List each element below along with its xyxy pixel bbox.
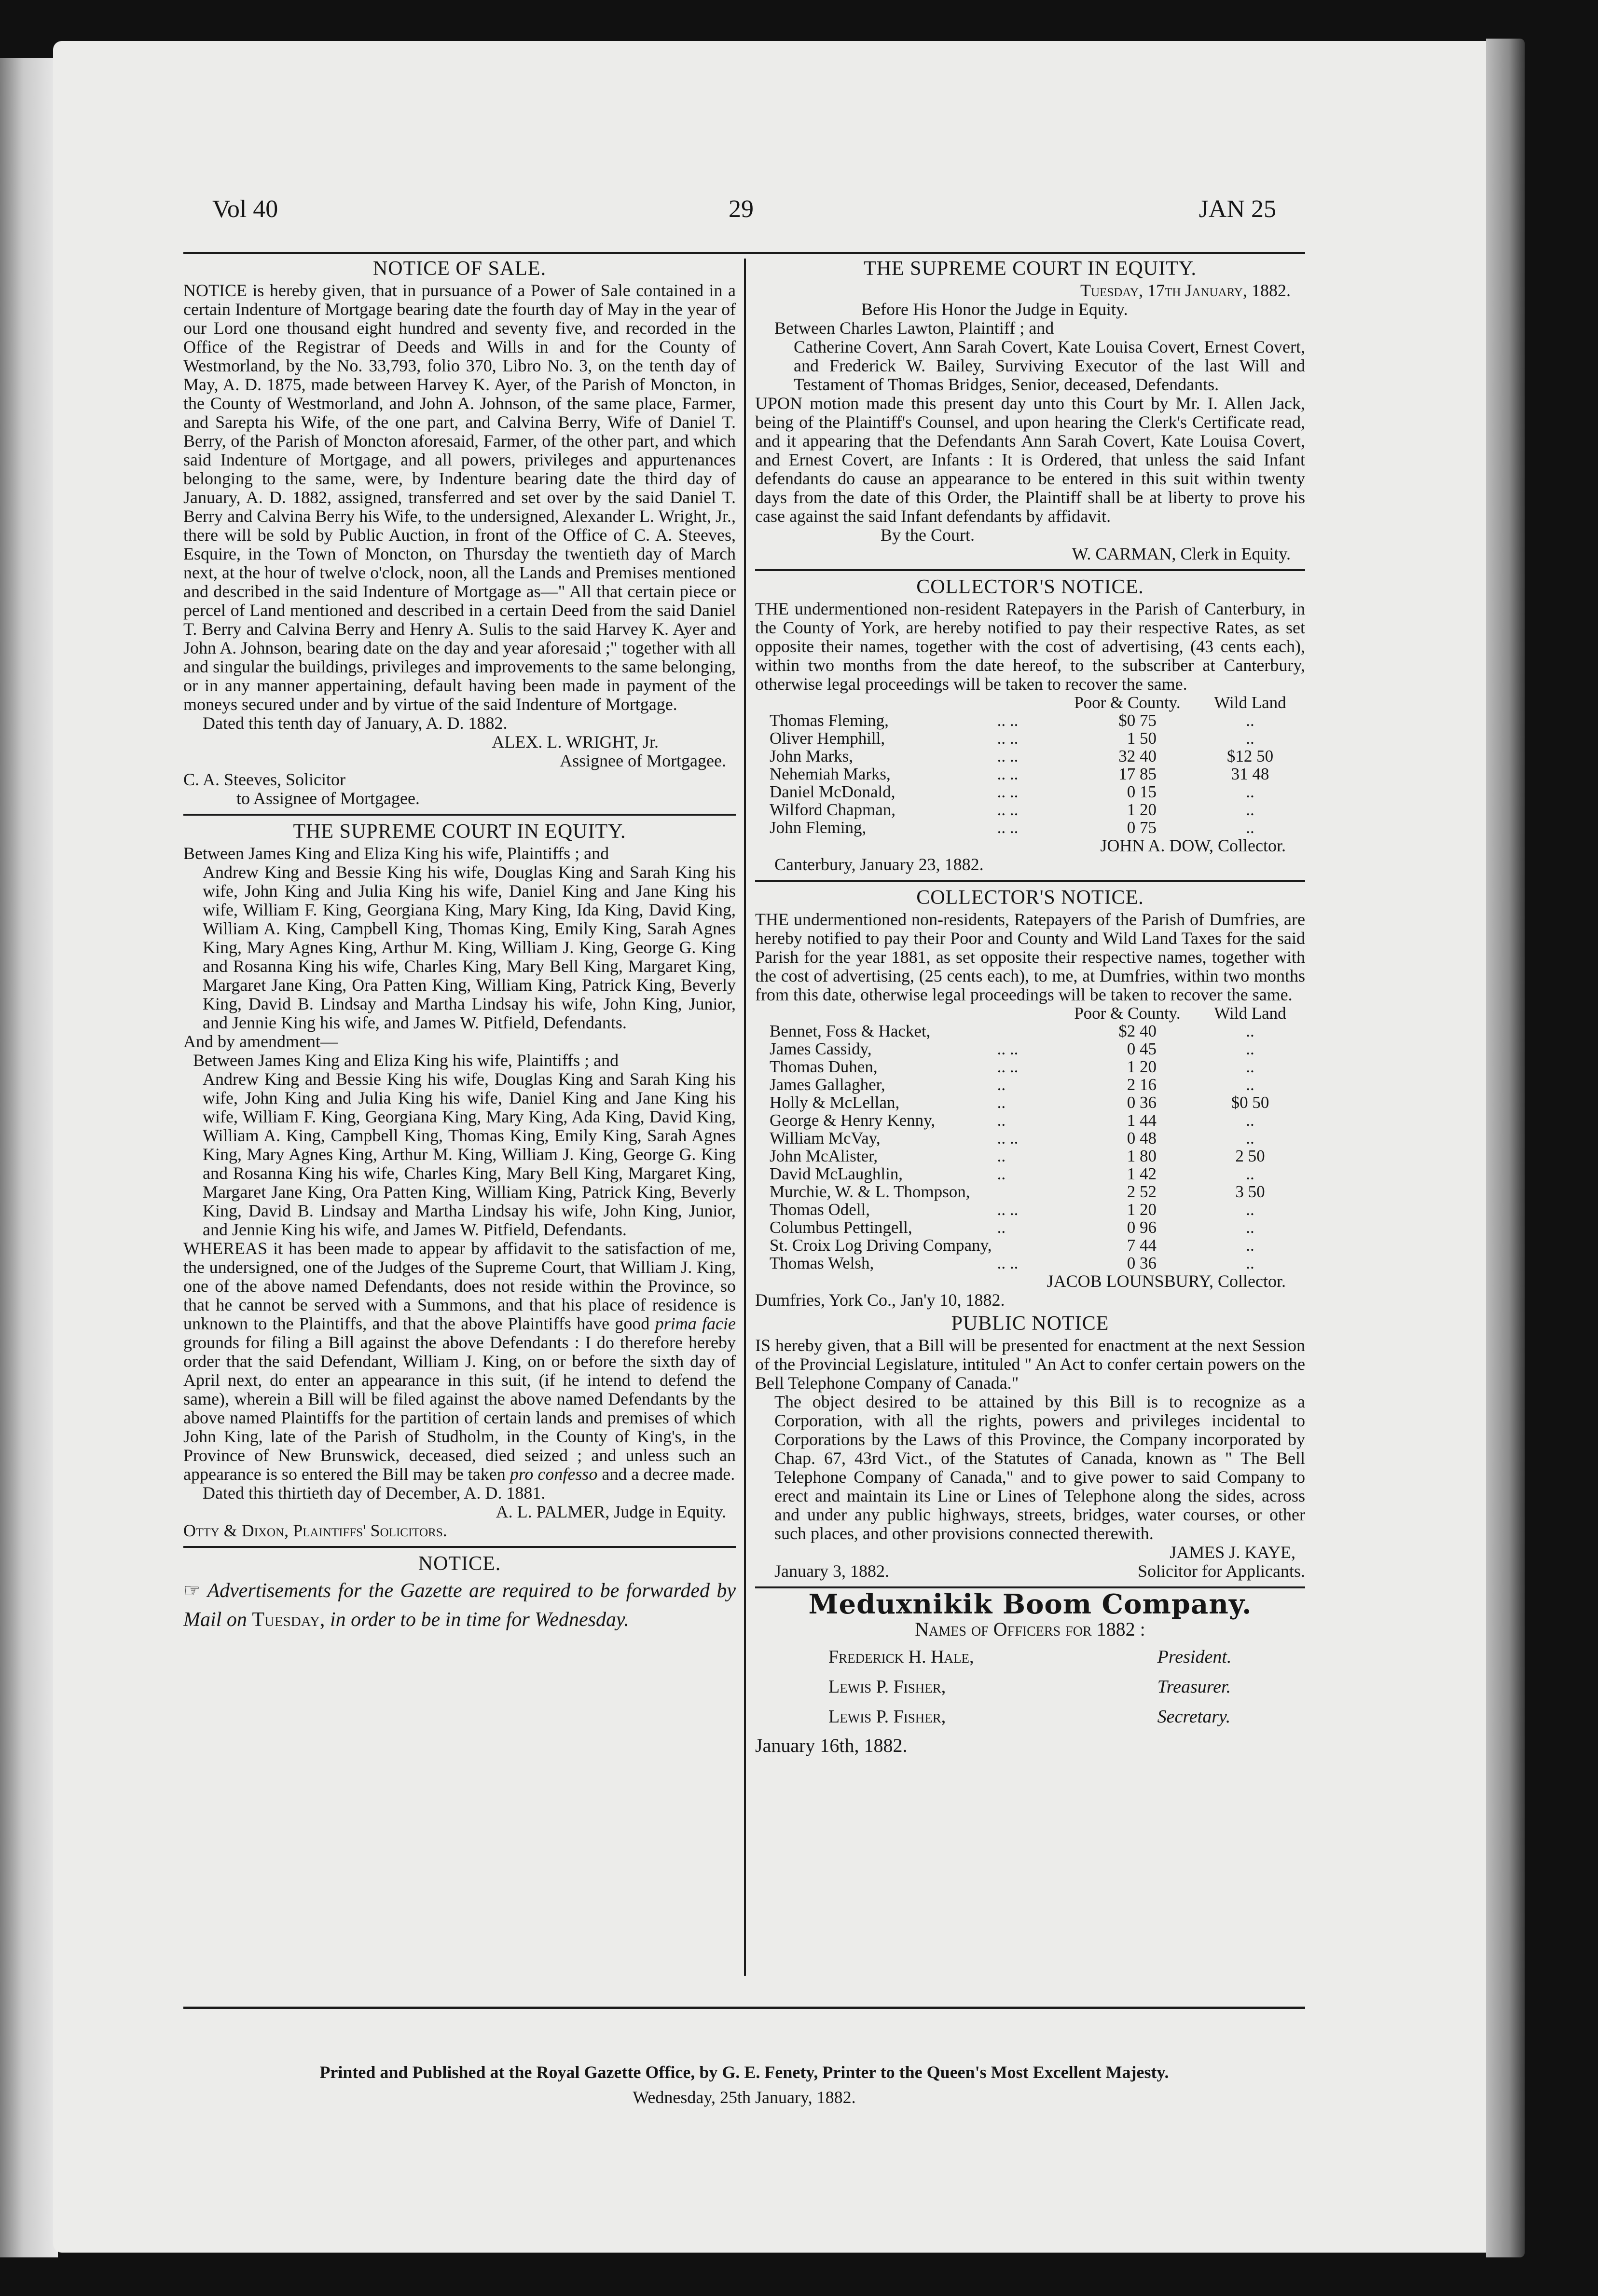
boom-company — [755, 1588, 1305, 1759]
section-title: THE SUPREME COURT IN EQUITY. — [293, 820, 626, 843]
order-text-c: and a decree made. — [602, 1464, 735, 1484]
section-title: PUBLIC NOTICE — [951, 1312, 1109, 1335]
collector-notice-dumfries — [755, 888, 1305, 1310]
poor-county-amount: 0 15 — [1127, 782, 1157, 801]
volume-label: Vol 40 — [212, 195, 278, 223]
table-row — [755, 1165, 1305, 1183]
leader-dots: .. .. — [997, 818, 1019, 837]
ratepayer-name: David McLaughlin, — [770, 1164, 903, 1183]
leader-dots: .. .. — [997, 765, 1019, 783]
wild-land-amount: .. — [1246, 1022, 1254, 1040]
leader-dots: .. .. — [997, 747, 1019, 765]
collector-signer: JOHN A. DOW, Collector. — [1100, 836, 1286, 855]
officer-role: Secretary. — [1157, 1707, 1231, 1727]
wild-land-amount: 31 48 — [1231, 765, 1269, 783]
public-notice — [755, 1314, 1305, 1581]
poor-county-amount: 2 16 — [1127, 1075, 1157, 1094]
table-row — [755, 1183, 1305, 1201]
poor-county-amount: 17 85 — [1118, 765, 1157, 783]
ratepayer-name: George & Henry Kenny, — [770, 1111, 936, 1130]
wild-land-amount: .. — [1246, 1164, 1254, 1183]
ratepayer-name: Holly & McLellan, — [770, 1093, 900, 1112]
wild-land-amount: .. — [1246, 1200, 1254, 1219]
section-title: NOTICE OF SALE. — [372, 258, 547, 280]
public-notice-footer — [755, 1562, 1305, 1581]
wild-land-amount: .. — [1246, 1057, 1254, 1076]
table-row — [755, 1254, 1305, 1272]
poor-county-amount: 0 96 — [1127, 1218, 1157, 1237]
table-row — [755, 765, 1305, 783]
ratepayer-name: John McAlister, — [770, 1147, 878, 1165]
wild-land-amount: .. — [1246, 800, 1254, 819]
poor-county-amount: 1 20 — [1127, 800, 1157, 819]
officer-name: Frederick H. Hale, — [828, 1647, 974, 1667]
section-title: COLLECTOR'S NOTICE. — [916, 887, 1144, 909]
order-text-b: grounds for filing a Bill against the above Defendants : I do therefore hereby order that the said Defendant, William J. King, on or before the sixth day of April next, do enter an appearance in this suit, (if he intend to defend the same), wherein a Bill will be filed against the above named Defendants by the above named Plaintiffs for the partition of certain lands and premises of which John King, late of the Parish of Studholm, in the County of King's, in the Province of New Brunswick, deceased, died seized ; and unless such an appearance is so entered the Bill may be taken — [183, 1333, 736, 1484]
public-notice-date: January 3, 1882. — [774, 1561, 889, 1581]
poor-county-amount: 1 50 — [1127, 729, 1157, 748]
court-solicitors: Otty & Dixon, Plaintiffs' Solicitors. — [183, 1521, 447, 1540]
ratepayer-name: St. Croix Log Driving Company, — [770, 1236, 992, 1255]
ratepayer-name: John Marks, — [770, 747, 854, 765]
table-row — [755, 1076, 1305, 1093]
issue-date: JAN 25 — [1198, 195, 1276, 223]
court-defendants: Catherine Covert, Ann Sarah Covert, Kate Louisa Covert, Ernest Covert, and Frederick W. Bailey, Surviving Executor of the last Will and Testament of Thomas Bridges, Senior, deceased, Defendants. — [794, 337, 1305, 394]
header-rule — [183, 252, 1305, 254]
wild-land-amount: .. — [1246, 1039, 1254, 1058]
wild-land-amount: .. — [1246, 711, 1254, 730]
table-row — [755, 1201, 1305, 1218]
table-header — [755, 694, 1305, 711]
court-by: By the Court. — [881, 525, 975, 545]
wild-land-amount: .. — [1246, 818, 1254, 837]
leader-dots — [997, 1022, 1075, 1040]
ratepayer-name: Nehemiah Marks, — [770, 765, 891, 783]
leader-dots: .. .. — [997, 782, 1019, 801]
court-clerk: W. CARMAN, Clerk in Equity. — [1072, 544, 1291, 563]
leader-dots: .. — [997, 1111, 1006, 1130]
book-spine — [0, 58, 58, 2257]
notice-text-b: in order to be in time for Wednesday. — [330, 1609, 629, 1631]
wild-land-amount: .. — [1246, 1218, 1254, 1237]
ratepayer-name: John Fleming, — [770, 818, 867, 837]
poor-county-amount: 1 20 — [1127, 1200, 1157, 1219]
table-row — [755, 1129, 1305, 1147]
section-rule — [183, 814, 736, 816]
poor-county-amount: 1 44 — [1127, 1111, 1157, 1130]
officer-name: Lewis P. Fisher, — [828, 1677, 946, 1697]
leader-dots: .. .. — [997, 1039, 1019, 1058]
rates-table — [755, 694, 1305, 836]
notice-of-sale — [183, 260, 736, 808]
poor-county-amount: 32 40 — [1118, 747, 1157, 765]
leader-dots: .. .. — [997, 1129, 1019, 1148]
officer-role: Treasurer. — [1157, 1677, 1231, 1697]
public-notice-role: Solicitor for Applicants. — [1138, 1561, 1305, 1581]
wild-land-amount: .. — [1246, 1129, 1254, 1148]
col-poor-county: Poor & County. — [1074, 1004, 1181, 1023]
poor-county-amount: $0 75 — [1118, 711, 1157, 730]
notice-text-a: Advertisements for the Gazette are required to be forwarded by Mail on — [183, 1580, 736, 1631]
table-row — [755, 747, 1305, 765]
table-row — [755, 1111, 1305, 1129]
ratepayer-name: Murchie, W. & L. Thompson, — [770, 1182, 970, 1201]
collector-place: Dumfries, York Co., Jan'y 10, 1882. — [755, 1290, 1005, 1310]
boom-officers-heading: Names of Officers for 1882 : — [915, 1618, 1145, 1640]
court-judge: A. L. PALMER, Judge in Equity. — [496, 1502, 726, 1521]
leader-dots: .. .. — [997, 1254, 1019, 1272]
wild-land-amount: .. — [1246, 1075, 1254, 1094]
table-row — [755, 1040, 1305, 1058]
court-between: Between Charles Lawton, Plaintiff ; and — [774, 318, 1054, 338]
wild-land-amount: .. — [1246, 1254, 1254, 1272]
court-between: Between James King and Eliza King his wife, Plaintiffs ; and — [183, 844, 609, 863]
collector-place: Canterbury, January 23, 1882. — [774, 855, 984, 874]
ratepayer-name: Thomas Odell, — [770, 1200, 870, 1219]
leader-dots: .. .. — [997, 1057, 1019, 1076]
section-rule — [183, 1546, 736, 1548]
print-date: Wednesday, 25th January, 1882. — [633, 2088, 856, 2107]
ratepayer-name: Thomas Duhen, — [770, 1057, 878, 1076]
page-edge — [1486, 39, 1525, 2257]
gazette-notice — [183, 1555, 736, 1634]
court-order — [183, 1239, 736, 1484]
col-wild-land: Wild Land — [1214, 693, 1286, 712]
ratepayer-name: Columbus Pettingell, — [770, 1218, 912, 1237]
section-rule — [755, 569, 1305, 571]
notice-body: NOTICE is hereby given, that in pursuance of a Power of Sale contained in a certain Indenture of Mortgage bearing date the fourth day of May in the year of our Lord one thousand eight hundred and seventy five, and recorded in the Office of the Registrar of Deeds and Wills in and for the County of Westmorland, by the No. 33,793, folio 370, Libro No. 3, on the tenth day of May, A. D. 1875, made between Harvey K. Ayer, of the Parish of Moncton, in the County of Westmorland, and John A. Johnson, of the same place, Farmer, and Sarepta his Wife, of the one part, and Calvina Berry, Wife of Daniel T. Berry, of the Parish of Moncton aforesaid, Farmer, of the other part, and which said Indenture of Mortgage, and all powers, privileges and appurtenances belonging to the same, were, by Indenture bearing date the third day of January, A. D. 1882, assigned, transferred and set over by the said Daniel T. Berry and Calvina Berry his Wife, to the undersigned, Alexander L. Wright, Jr., there will be sold by Public Auction, in front of the Office of C. A. Steeves, Esquire, in the Town of Moncton, on Thursday the twentieth day of March next, at the hour of twelve o'clock, noon, all the Lands and Premises mentioned and described in the said Indenture of Mortgage as—" All that certain piece or percel of Land mentioned and described in a certain Deed from the said Daniel T. Berry and Calvina Berry and Henry A. Sulis to the said Harvey K. Ayer and John A. Johnson, bearing date on the day and year aforesaid ;" together with all and singular the buildings, privileges and improvements to the same belonging, or in any manner appertaining, default having been made in payment of the moneys secured under and by virtue of the said Indenture of Mortgage. — [183, 281, 736, 714]
pointing-hand-icon: ☞ — [183, 1580, 201, 1601]
wild-land-amount: .. — [1246, 782, 1254, 801]
ratepayer-name: William McVay, — [770, 1129, 881, 1148]
notice-text — [183, 1576, 736, 1634]
poor-county-amount: $2 40 — [1118, 1022, 1157, 1040]
rates-table — [755, 1004, 1305, 1272]
court-amendment: And by amendment— — [183, 1032, 338, 1051]
court-defendants: Andrew King and Bessie King his wife, Douglas King and Sarah King his wife, John King and Julia King his wife, Daniel King and Jane King his wife, William F. King, Georgiana King, Mary King, Ida King, David King, William A. King, Campbell King, Thomas King, Emily King, Sarah Agnes King, Mary Agnes King, Arthur M. King, William J. King, George G. King and Rosanna King his wife, Charles King, Mary Bell King, Margaret King, Margaret Jane King, Ora Patten King, William King, Patrick King, Beverly King, David B. Lindsay and Martha Lindsay his wife, John King, Junior, and Jennie King his wife, and James W. Pitfield, Defendants. — [203, 862, 736, 1032]
wild-land-amount: $0 50 — [1231, 1093, 1269, 1112]
leader-dots: .. — [997, 1075, 1006, 1094]
table-row — [755, 1058, 1305, 1076]
collector-body: THE undermentioned non-resident Ratepayers in the Parish of Canterbury, in the County of York, are hereby notified to pay their respective Rates, as set opposite their names, together with the cost of advertising, (43 cents each), within two months from the date hereof, to the subscriber at Canterbury, otherwise legal proceedings will be taken to recover the same. — [755, 599, 1305, 694]
wild-land-amount: $12 50 — [1226, 747, 1274, 765]
officer-row — [756, 1702, 1304, 1731]
officer-row — [756, 1642, 1304, 1671]
collector-signer: JACOB LOUNSBURY, Collector. — [1047, 1271, 1286, 1291]
order-prima-facie: prima facie — [655, 1314, 736, 1333]
public-notice-signer: JAMES J. KAYE, — [1170, 1543, 1295, 1562]
section-rule — [755, 880, 1305, 882]
public-notice-p2: The object desired to be attained by this Bill is to recognize as a Corporation, with all the rights, powers and privileges incidental to Corporations by the Laws of this Province, the Company incorporated by Chap. 67, 43rd Vict., of the Statutes of Canada, known as " The Bell Telephone Company of Canada," and to give power to said Company to erect and maintain its Line or Lines of Telephone along the sides, across and under any public highways, streets, bridges, water courses, or other such places, and other provisions connected therewith. — [774, 1392, 1305, 1543]
poor-county-amount: 7 44 — [1127, 1236, 1157, 1255]
wild-land-amount: .. — [1246, 729, 1254, 748]
ratepayer-name: Bennet, Foss & Hacket, — [770, 1022, 931, 1040]
page-number: 29 — [729, 195, 754, 223]
notice-dated: Dated this tenth day of January, A. D. 1882. — [203, 713, 508, 733]
officer-name: Lewis P. Fisher, — [828, 1707, 946, 1727]
notice-solicitor-role: to Assignee of Mortgagee. — [236, 789, 420, 808]
court-date: Tuesday, 17th January, 1882. — [1080, 281, 1291, 300]
table-row — [755, 783, 1305, 801]
col-wild-land: Wild Land — [1214, 1004, 1286, 1023]
notice-solicitor: C. A. Steeves, Solicitor — [183, 770, 345, 789]
leader-dots — [997, 1236, 1075, 1254]
poor-county-amount: 1 20 — [1127, 1057, 1157, 1076]
wild-land-amount: .. — [1246, 1236, 1254, 1255]
ratepayer-name: Thomas Fleming, — [770, 711, 889, 730]
poor-county-amount: 0 36 — [1127, 1254, 1157, 1272]
printer-line: Printed and Published at the Royal Gazette Office, by G. E. Fenety, Printer to the Queen's Most Excellent Majesty. — [319, 2063, 1169, 2082]
court-defendants-amended: Andrew King and Bessie King his wife, Douglas King and Sarah King his wife, John King and Julia King his wife, Daniel King and Jane King his wife, William F. King, Georgiana King, Mary King, Ada King, David King, William A. King, Campbell King, Thomas King, Emily King, Sarah Agnes King, Mary Agnes King, Arthur M. King, William J. King, George G. King and Rosanna King his wife, Charles King, Mary Bell King, Margaret King, Margaret Jane King, Ora Patten King, William King, Patrick King, Beverly King, David B. Lindsay and Martha Lindsay his wife, John King, Junior, and Jennie King his wife, and James W. Pitfield, Defendants. — [203, 1069, 736, 1239]
order-pro-confesso: pro confesso — [510, 1464, 598, 1484]
poor-county-amount: 0 75 — [1127, 818, 1157, 837]
court-before: Before His Honor the Judge in Equity. — [861, 300, 1128, 319]
table-row — [755, 711, 1305, 729]
wild-land-amount: 3 50 — [1235, 1182, 1265, 1201]
collector-body: THE undermentioned non-residents, Ratepayers of the Parish of Dumfries, are hereby notified to pay their Poor and County and Wild Land Taxes for the said Parish for the year 1881, as set opposite their respective names, together with the cost of advertising, (25 cents each), to me, at Dumfries, within two months from this date, otherwise legal proceedings will be taken to recover the same. — [755, 910, 1305, 1004]
table-row — [755, 729, 1305, 747]
leader-dots: .. — [997, 1218, 1006, 1237]
officer-role: President. — [1157, 1647, 1232, 1667]
footer-rule — [183, 2007, 1305, 2009]
officers-table — [755, 1641, 1305, 1732]
ratepayer-name: James Cassidy, — [770, 1039, 872, 1058]
boom-date: January 16th, 1882. — [755, 1735, 908, 1756]
col-poor-county: Poor & County. — [1074, 693, 1181, 712]
poor-county-amount: 0 36 — [1127, 1093, 1157, 1112]
poor-county-amount: 1 80 — [1127, 1147, 1157, 1165]
leader-dots: .. .. — [997, 1200, 1019, 1219]
notice-tuesday: Tuesday, — [252, 1609, 325, 1631]
wild-land-amount: 2 50 — [1235, 1147, 1265, 1165]
poor-county-amount: 0 45 — [1127, 1039, 1157, 1058]
ratepayer-name: James Gallagher, — [770, 1075, 885, 1094]
section-title: NOTICE. — [418, 1553, 501, 1575]
leader-dots: .. .. — [997, 800, 1019, 819]
table-row — [755, 1147, 1305, 1165]
officer-row — [756, 1672, 1304, 1701]
table-header — [755, 1004, 1305, 1022]
right-column — [755, 259, 1305, 1764]
order-text-a: WHEREAS it has been made to appear by affidavit to the satisfaction of me, the undersigned, one of the Judges of the Supreme Court, that William J. King, one of the above named Defendants, does not reside within the Province, so that he cannot be served with a Summons, and that his place of residence is unknown to the Plaintiffs, and that the above Plaintiffs have good — [183, 1239, 736, 1333]
ratepayer-name: Oliver Hemphill, — [770, 729, 885, 748]
notice-signer: ALEX. L. WRIGHT, Jr. — [492, 732, 659, 752]
court-dated: Dated this thirtieth day of December, A. D. 1881. — [203, 1483, 546, 1503]
table-row — [755, 1022, 1305, 1040]
ratepayer-name: Wilford Chapman, — [770, 800, 896, 819]
public-notice-p1: IS hereby given, that a Bill will be presented for enactment at the next Session of the Provincial Legislature, intituled " An Act to confer certain powers on the Bell Telephone Company of Canada." — [755, 1336, 1305, 1393]
leader-dots: .. — [997, 1164, 1006, 1183]
table-row — [755, 801, 1305, 819]
leader-dots: .. — [997, 1093, 1006, 1112]
supreme-court-right — [755, 260, 1305, 563]
table-row — [755, 819, 1305, 836]
supreme-court-left — [183, 822, 736, 1540]
section-title: COLLECTOR'S NOTICE. — [916, 576, 1144, 598]
table-row — [755, 1093, 1305, 1111]
poor-county-amount: 1 42 — [1127, 1164, 1157, 1183]
page-content — [183, 193, 1305, 2151]
collector-notice-canterbury — [755, 578, 1305, 874]
left-column — [183, 259, 736, 1639]
page-header — [183, 193, 1305, 232]
page-footer — [183, 2060, 1305, 2110]
notice-signer-role: Assignee of Mortgagee. — [560, 751, 726, 770]
leader-dots: .. .. — [997, 729, 1019, 748]
court-body: UPON motion made this present day unto this Court by Mr. I. Allen Jack, being of the Plaintiff's Counsel, and upon hearing the Clerk's Certificate read, and it appearing that the Defendants Ann Sarah Covert, Kate Louisa Covert, and Ernest Covert, are Infants : It is Ordered, that unless the said Infant defendants do cause an appearance to be entered in this suit within twenty days from the date of this Order, the Plaintiff shall be at liberty to prove his case against the said Infant defendants by affidavit. — [755, 394, 1305, 526]
table-row — [755, 1236, 1305, 1254]
column-divider — [744, 259, 746, 1976]
wild-land-amount: .. — [1246, 1111, 1254, 1130]
boom-company-title: Meduxnikik Boom Company. — [808, 1588, 1252, 1620]
poor-county-amount: 0 48 — [1127, 1129, 1157, 1148]
table-row — [755, 1218, 1305, 1236]
ratepayer-name: Daniel McDonald, — [770, 782, 895, 801]
leader-dots: .. — [997, 1147, 1006, 1165]
leader-dots — [997, 1183, 1075, 1201]
section-title: THE SUPREME COURT IN EQUITY. — [863, 258, 1197, 280]
poor-county-amount: 2 52 — [1127, 1182, 1157, 1201]
leader-dots: .. .. — [997, 711, 1019, 730]
court-between-amended: Between James King and Eliza King his wife, Plaintiffs ; and — [193, 1051, 619, 1070]
ratepayer-name: Thomas Welsh, — [770, 1254, 874, 1272]
